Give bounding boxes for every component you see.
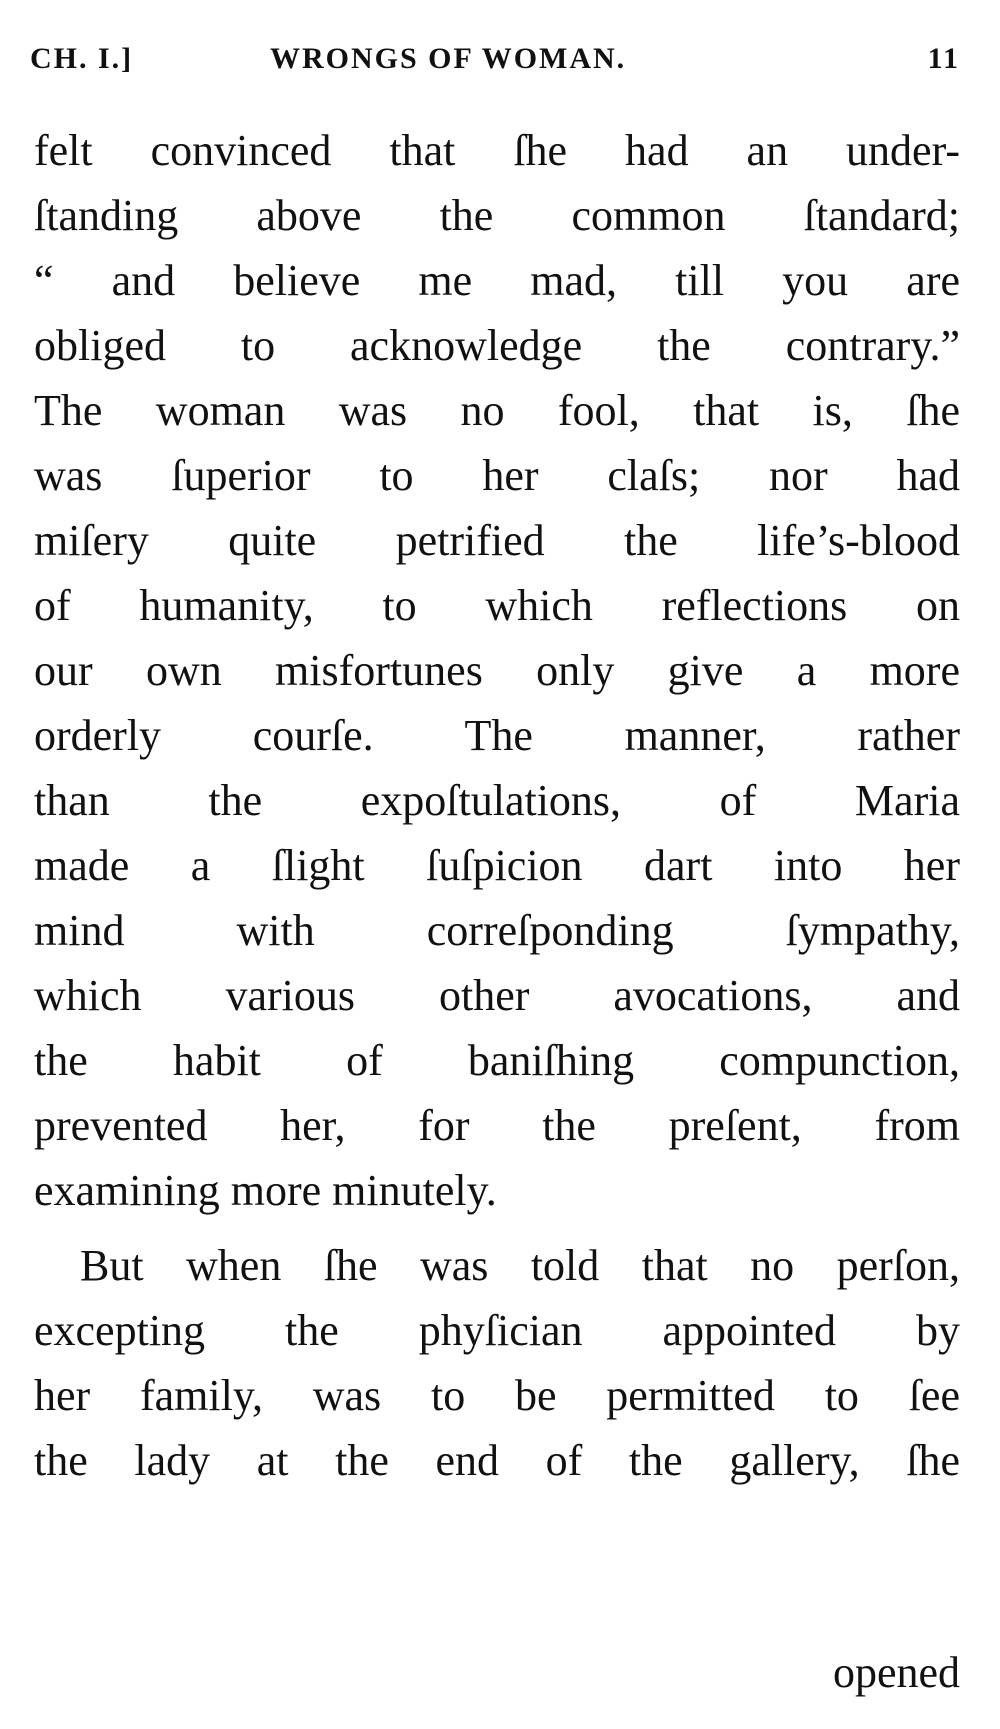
text-line: the lady at the end of the gallery, ſhe xyxy=(34,1436,960,1485)
text-line: orderly courſe. The manner, rather xyxy=(34,711,960,760)
text-line: felt convinced that ſhe had an under- xyxy=(34,126,960,175)
text-line: was ſuperior to her claſs; nor had xyxy=(34,451,960,500)
text-line: ſtanding above the common ſtandard; xyxy=(34,191,960,240)
text-line: But when ſhe was told that no perſon, xyxy=(80,1241,960,1290)
text-line: obliged to acknowledge the contrary.” xyxy=(34,321,960,370)
text-line: The woman was no fool, that is, ſhe xyxy=(34,386,960,435)
text-line: her family, was to be permitted to ſee xyxy=(34,1371,960,1420)
catchword: opened xyxy=(832,1648,960,1697)
text-line: prevented her, for the preſent, from xyxy=(34,1101,960,1150)
text-line: our own misfortunes only give a more xyxy=(34,646,960,695)
running-head xyxy=(30,34,960,84)
text-line: examining more minutely. xyxy=(34,1166,497,1215)
text-line: made a ſlight ſuſpicion dart into her xyxy=(34,841,960,890)
text-line: miſery quite petrified the life’s-blood xyxy=(34,516,960,565)
body-text xyxy=(34,118,960,1493)
text-line: excepting the phyſician appointed by xyxy=(34,1306,960,1355)
chapter-reference: CH. I.] xyxy=(30,42,134,75)
text-line: the habit of baniſhing compunction, xyxy=(34,1036,960,1085)
text-line: “ and believe me mad, till you are xyxy=(34,256,960,305)
text-line: which various other avocations, and xyxy=(34,971,960,1020)
running-title: WRONGS OF WOMAN. xyxy=(270,42,627,75)
page-number: 11 xyxy=(927,42,960,75)
text-line: mind with correſponding ſympathy, xyxy=(34,906,960,955)
text-line: of humanity, to which reflections on xyxy=(34,581,960,630)
text-line: than the expoſtulations, of Maria xyxy=(34,776,960,825)
